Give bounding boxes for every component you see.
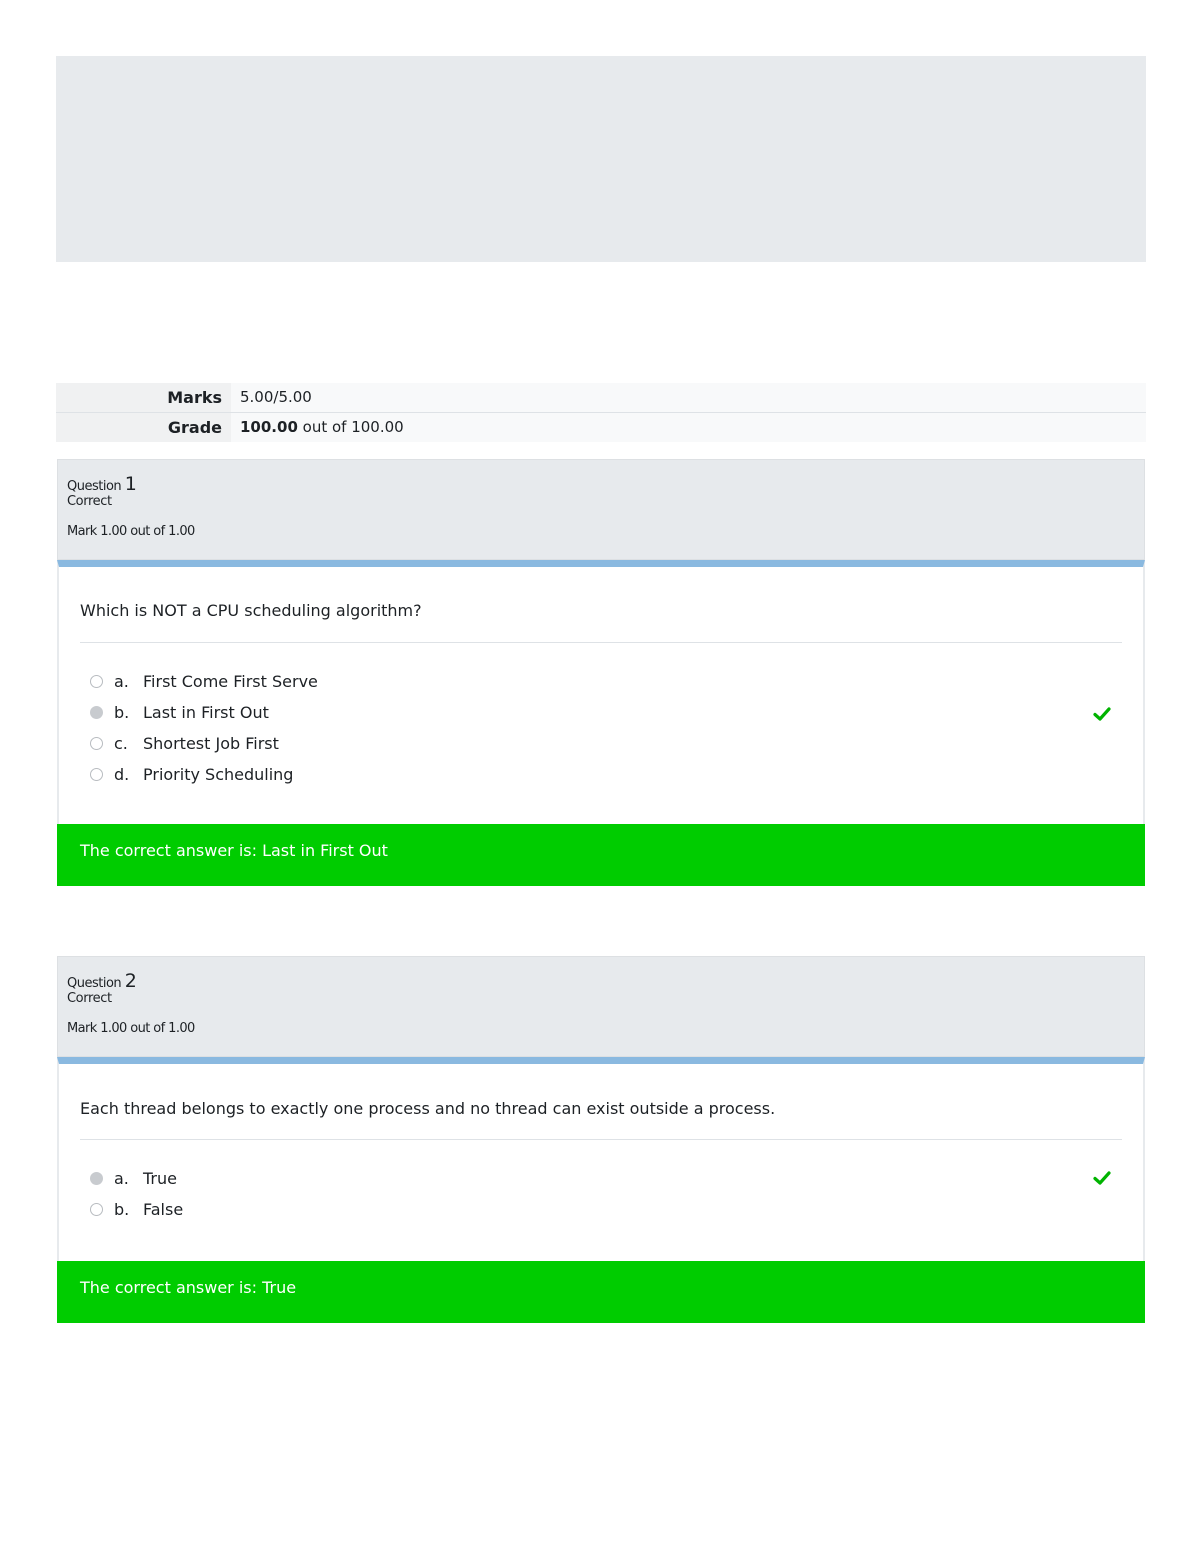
radio-icon[interactable] bbox=[90, 768, 103, 781]
grade-suffix: out of 100.00 bbox=[297, 418, 404, 436]
option-text: True bbox=[143, 1169, 177, 1188]
option-b[interactable] bbox=[59, 1194, 1143, 1225]
option-d[interactable] bbox=[59, 759, 1143, 790]
question-text: Each thread belongs to exactly one process and no thread can exist outside a process. bbox=[80, 1099, 776, 1118]
marks-value: 5.00/5.00 bbox=[231, 383, 1146, 412]
option-a[interactable] bbox=[59, 666, 1143, 697]
question-number bbox=[67, 957, 1144, 992]
page-header-band bbox=[56, 56, 1146, 262]
answer-options bbox=[59, 643, 1143, 790]
answer-options bbox=[59, 1140, 1143, 1225]
question-text: Which is NOT a CPU scheduling algorithm? bbox=[80, 601, 422, 620]
option-text: Last in First Out bbox=[143, 703, 269, 722]
option-letter: a. bbox=[114, 1169, 129, 1188]
quiz-summary-table bbox=[56, 382, 1146, 442]
radio-icon[interactable] bbox=[90, 737, 103, 750]
question-number-value: 1 bbox=[124, 473, 137, 495]
option-letter: a. bbox=[114, 672, 129, 691]
question-label: Question bbox=[67, 479, 125, 494]
radio-icon[interactable] bbox=[90, 706, 103, 719]
question-1 bbox=[57, 459, 1145, 886]
grade-row bbox=[56, 412, 1146, 442]
question-number bbox=[67, 460, 1144, 495]
option-text: First Come First Serve bbox=[143, 672, 318, 691]
check-icon bbox=[1093, 1169, 1111, 1187]
marks-row bbox=[56, 382, 1146, 412]
question-content bbox=[57, 560, 1145, 886]
question-info bbox=[57, 459, 1145, 560]
option-text: Shortest Job First bbox=[143, 734, 279, 753]
question-info bbox=[57, 956, 1145, 1057]
check-icon bbox=[1093, 705, 1111, 723]
radio-icon[interactable] bbox=[90, 675, 103, 688]
question-number-value: 2 bbox=[124, 970, 137, 992]
question-label: Question bbox=[67, 976, 125, 991]
option-letter: b. bbox=[114, 1200, 130, 1219]
option-c[interactable] bbox=[59, 728, 1143, 759]
question-state: Correct bbox=[67, 494, 112, 509]
question-content bbox=[57, 1057, 1145, 1323]
radio-icon[interactable] bbox=[90, 1203, 103, 1216]
option-a[interactable] bbox=[59, 1163, 1143, 1194]
question-mark: Mark 1.00 out of 1.00 bbox=[67, 524, 195, 539]
question-2 bbox=[57, 956, 1145, 1323]
option-letter: b. bbox=[114, 703, 130, 722]
feedback-correct-answer: The correct answer is: True bbox=[57, 1261, 1145, 1323]
question-mark: Mark 1.00 out of 1.00 bbox=[67, 1021, 195, 1036]
option-letter: d. bbox=[114, 765, 130, 784]
feedback-correct-answer: The correct answer is: Last in First Out bbox=[57, 824, 1145, 886]
option-text: Priority Scheduling bbox=[143, 765, 294, 784]
option-letter: c. bbox=[114, 734, 128, 753]
option-b[interactable] bbox=[59, 697, 1143, 728]
option-text: False bbox=[143, 1200, 184, 1219]
grade-value: 100.00 bbox=[240, 418, 298, 436]
radio-icon[interactable] bbox=[90, 1172, 103, 1185]
grade-label: Grade bbox=[56, 413, 231, 442]
question-state: Correct bbox=[67, 991, 112, 1006]
marks-label: Marks bbox=[56, 383, 231, 412]
grade-value-cell bbox=[231, 413, 1146, 442]
